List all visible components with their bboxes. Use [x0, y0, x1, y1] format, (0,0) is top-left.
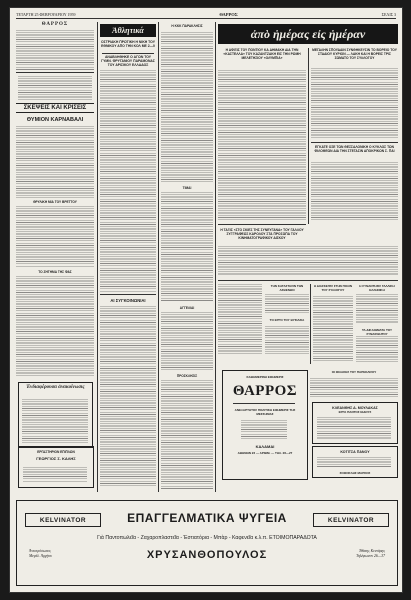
masthead-text: [16, 30, 94, 70]
kelvinator-brand-left: KELVINATOR: [39, 516, 87, 524]
col3-heading-1: Η ΚΚΚ ΠΑΡΑΚΛΗΣΙΣ: [171, 24, 203, 28]
tharros-ad-city: ΚΑΛΑΜΑΙ: [255, 444, 275, 450]
column-athletics: [100, 22, 156, 492]
col3-heading-3: ΑΓΓΕΛΙΑΙ: [179, 306, 195, 310]
newspaper-page: [10, 8, 402, 592]
snippet-5: ΤΑ ΔΙΚΑΙΩΜΑΤΑ ΤΟΥ ΣΥΝΑΙΣΘΗΤΟΥ: [361, 328, 393, 337]
tharros-ad-top: ΚΑΘΗΜΕΡΙΝΗ ΕΦΗΜΕΡΙΣ: [246, 375, 284, 379]
tharros-ad-mid: ΑΝΕΞΑΡΤΗΤΟΣ ΠΟΛΙΤΙΚΗ ΕΦΗΜΕΡΙΣ ΤΗΣ ΜΕΣΣΗΝΙΑΣ: [234, 407, 296, 416]
kelvinator-dealer-name: ΧΡΥΣΑΝΘΟΠΟΥΛΟΣ: [146, 549, 268, 561]
kelvinator-headline: ΕΠΑΓΓΕΛΜΑΤΙΚΑ ΨΥΓΕΙΑ: [127, 511, 287, 525]
daily-text-a: [218, 70, 306, 220]
col3-heading-4: ΠΡΟΣΚΛΗΣΙΣ: [176, 374, 198, 378]
transport-heading: ΑΙ ΣΥΓΚΟΙΝΩΝΙΑΙ: [110, 298, 146, 303]
daily-headline-b: ΜΕΓΑΛΗΝ ΣΠΟΥΔΑΙΝ ΣΥΝΘΗΚΕΥΣΙΝ ΤΟ ΒΟΡΕΙΟ ΤΟΥ ΣΤΑΔΙΟΥ ΚΥΡΙΟΝ — ΛΑΚΗ ΚΑΙ Η ΒΟΡΕΙΣ ΤΡΙΣ ΣΩΜΑΤΟ ΤΟΥ ΣΥΛΛΟΓΟΥ: [312, 48, 397, 61]
heading-skepseis: ΣΚΕΨΕΙΣ ΚΑΙ ΚΡΙΣΕΙΣ: [16, 103, 94, 113]
furniture-ad-text: [23, 467, 87, 483]
snippet-1: ΤΗΝ ΚΑΤΑΣΤΑΣΙΝ ΤΩΝ ΑΣΘΕΝΩΝ: [270, 284, 304, 293]
daily-col-a: [218, 48, 306, 241]
athletics-text: [100, 70, 156, 292]
col3-text: [161, 192, 213, 302]
running-header: [16, 10, 396, 19]
right-ads: [310, 370, 398, 475]
col3-text: [161, 380, 213, 490]
daily-section-title: ἀπὸ ἡμέρας εἰς ἡμέραν: [250, 26, 366, 41]
daily-headline-c: ΕΓΚΑΤΕ ΟΣΕ ΤΩΝ ΘΕΣΣΑΛΟΝΙΚΗ Ο ΚΥΚΛΟΣ ΤΩΝ ΦΙΛΟΘΕΩΝ ΔΙΑ ΤΗΝ ΣΤΕΓΑΣΙΝ ΑΠΟΚΡΙΚΩΝ Σ. ΠΑΙ: [314, 145, 395, 154]
col3-text: [161, 32, 213, 182]
tharros-ad: [222, 370, 308, 480]
daily-col-f: [356, 284, 398, 337]
snippet-4: Η ΣΥΝΑΝΤΗΣΙΣ ΓΑΛΛΙΚΗ ΕΛΛΗΝΙΚΗ: [359, 284, 395, 293]
kelvinator-logo-left: [25, 513, 101, 527]
masthead-title: ΘΑΡΡΟΣ: [41, 22, 69, 27]
header-page-number: ΣΕΛΙΣ 3: [381, 11, 396, 17]
daily-col-e: [313, 284, 353, 292]
daily-col-d: [265, 284, 309, 322]
kelvinator-subline: Γιὰ Παντοπωλεῖα - Ζαχαροπλαστεῖα - Ἑστιατόρια - Μπὰρ - Καφενεῖα κ.λ.π. ΕΤΟΙΜΟΠΑΡΑΔΟΤΑ: [97, 535, 317, 541]
snippet-6: ΟΙ ΦΙΛΑΚΕΣ ΤΟΥ ΠΑΡΕΚΛΙΣΟΥ: [331, 370, 377, 374]
kelvinator-logo-right: [313, 513, 389, 527]
col3-text: [161, 312, 213, 372]
daily-section-banner: [218, 24, 398, 44]
column-text: [18, 76, 92, 100]
header-date: ΤΕΤΑΡΤΗ 25 ΦΕΒΡΟΥΑΡΙΟΥ 1959: [16, 11, 76, 17]
moulakas-ad-name: ΚΛΕΑΝΘΗΣ Δ. ΜΟΥΛΑΚΑΣ: [332, 406, 378, 410]
col3-heading-2: ΤΙΜΑΙ: [182, 186, 192, 190]
athletics-headline-2: ΑΝΑΒΛΗΘΗΚΕ Ο ΑΓΩΝ ΤΟΥ ΓΥΜΝ. ΦΡΥΓΑΝΙΟΥ ΠΑΡΑΜΟΝΑΣ ΤΟΥ ΑΡΙΣΙΚΟΥ ΕΛΛΑΔΟΣ: [101, 55, 155, 68]
subheading-1: ΘΡΥΛΙΚΗ ΜΙΑ ΤΟΥ ΒΡΕΤΤΟΥ: [33, 200, 77, 204]
furniture-ad-line-2: ΓΕΩΡΓΙΟΣ Σ. ΚΑΛΗΣ: [36, 456, 76, 462]
furniture-ad-line-1: ΕΡΓΑΣΤΗΡΙΟΝ ΕΠΙΠΛΩΝ: [37, 450, 75, 454]
kelvinator-brand-right: KELVINATOR: [327, 516, 375, 524]
kelvinator-right-note-1: Ἰθάκης Κεντάρης: [358, 549, 385, 553]
column-3: [161, 22, 213, 492]
header-paper-name: ΘΑΡΡΟΣ: [219, 11, 238, 17]
daily-headline-d: Η ΤΑΞΙΣ «ΣΤΟ ΣΚΙΕΣ ΤΗΣ ΣΥΝΕΥΓΑΝΑ» ΤΟΥ ΓΑΛΛΟΥ ΣΥΓΓΡΑΦΕΩΣ ΚΑΡΟΛΟΥ ΣΤΑ ΠΡΟΣΩΠΑ ΤΟΥ ΚΙΝΗΜΑΤΟΓΡΑΦΙΚΟΥ ΔΙΣΚΟΥ: [220, 228, 304, 241]
article-text: [16, 206, 94, 268]
athletics-banner: [100, 24, 156, 37]
kelvinator-right-note-2: Τηλέφωνον 26—37: [356, 554, 385, 558]
kelvinator-left-note-1: Ἀντιπρόσωπος: [29, 549, 51, 553]
snippet-3: Η ΔΙΑΣΚΕΨΙΣ ΣΤΗΝ ΠΟΛΙΝ ΤΟΥ ΣΥΛΛΟΓΟΥ: [313, 284, 353, 293]
daily-text-b: [311, 68, 398, 138]
column-1: [16, 22, 94, 442]
transport-text: [100, 306, 156, 486]
moulakas-ad: [312, 402, 398, 444]
article-text: [16, 276, 94, 376]
kelvinator-left-note: [29, 549, 52, 559]
announcement-box: [18, 382, 93, 448]
daily-text-c: [311, 162, 398, 222]
kelvinator-right-note: [356, 549, 385, 559]
kelvinator-ad: [16, 500, 398, 586]
daily-text-d: [218, 246, 398, 276]
athletics-title: Ἀθλητικά: [112, 26, 144, 35]
article-text: [16, 126, 94, 198]
furniture-ad: [18, 446, 94, 488]
daily-col-b: [311, 48, 398, 154]
tharros-ad-address: ΑΘΗΝΩΝ 22 — ΑΡΙΘΜ. — ΤΗΛ. 26—27: [237, 451, 293, 456]
tharros-ad-title: ΘΑΡΡΟΣ: [232, 383, 298, 400]
athletics-headline-1: ΟΣΤΡΙΑΚΗ ΠΡΩΤΙΚΗ Η ΝΙΚΗ ΤΟΥ ΕΘΝΙΚΟΥ ΑΠΟ ΤΗΝ ΚΟΛ ΜΕ 2—0: [101, 40, 155, 49]
announcement-text: [22, 399, 88, 443]
daily-headline-a: Η ΑΦΙΞΙΣ ΤΟΥ ΠΟΝΤΙΟΥ ΚΑ ΔΗΜΑΚΗ ΔΙΑ ΤΗΝ «ΚΑΣΤΕΛΛΑ» ΤΟΥ ΚΑΖΑΝΤΖΑΚΗ ΕΙΣ ΤΗΝ ΡΩΜΗ ΜΕΛΕΤΗΣΙΟΥ «ΟΛΥΜΠΙΑ»: [223, 48, 301, 61]
moulakas-ad-sub: ΕΡΓΑ ΠΑΝΤΟΣ ΕΙΔΟΥΣ: [338, 410, 372, 414]
snippet-2: ΤΟ ΕΡΓΟ ΤΟΥ ΘΥΣΙΑΣΙΑ: [269, 318, 305, 322]
markos-ad-name: ΣΟΦΟΚΛΗΣ ΜΑΡΚΟΣ: [339, 470, 371, 475]
heading-karnavali: ΘΥΜΙΟΝ ΚΑΡΝΑΒΑΛΙ: [26, 117, 84, 123]
subheading-2: ΤΟ ΖΗΤΗΜΑ ΤΗΣ ΦΑΣ: [38, 270, 72, 274]
announcement-heading: Ἐνδιαφέρουσα ἀνακοίνωσις: [26, 385, 85, 390]
kotitsa-ad-name: ΚΟΤΙΤΣΑ ΠΑΝΟΥ: [340, 450, 370, 454]
kotitsa-ad: [312, 446, 398, 478]
kelvinator-left-note-2: Μεγάλ. Ἀρχήου: [29, 554, 53, 558]
